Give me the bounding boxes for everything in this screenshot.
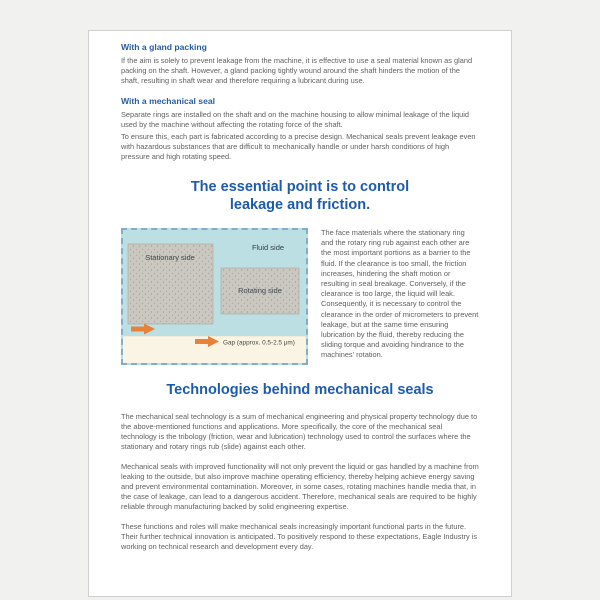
seal-cross-section-diagram: [121, 228, 308, 365]
fluid-side-label: Fluid side: [251, 243, 285, 252]
headline-essential-point-line1: The essential point is to control: [190, 179, 410, 195]
gap-label: Gap (approx. 0.5-2.5 μm): [223, 339, 295, 347]
section-heading-gland-packing: With a gland packing: [121, 42, 207, 52]
seal-diagram-figure: [121, 228, 479, 365]
paragraph-gland-packing: If the aim is solely to prevent leakage from the machine, it is effective to use a seal material known as gland packing on the shaft. However, a gland packing tightly wound around the shaft hinders the motion of the shaft, resulting in shaft wear and therefore requiring a lubricant during use.: [121, 56, 473, 85]
paragraph-mechanical-seal-2: To ensure this, each part is fabricated according to a precise design. Mechanical seals prevent leakage even with hazardous substances that are difficult to mechanically handle or under harsh conditions of high pressure and high rotating speed.: [121, 132, 476, 161]
headline-technologies: Technologies behind mechanical seals: [166, 382, 434, 398]
paragraph-technology-2: Mechanical seals with improved functionality will not only prevent the liquid or gas handled by a machine from leaking to the outside, but also improve machine operating efficiency, thereby helping achieve energy saving and prevent environmental contamination. Moreover, in some cases, rotating machines handle media that, in the case of leakage, can lead to a dangerous accident. Therefore, mechanical seals are required to be highly reliable through manufacturing backed by solid engineering expertise.: [121, 461, 479, 511]
figure-description-text: The face materials where the stationary ring and the rotary ring rub against each other are the most important portions as a barrier to the fluid. If the clearance is too small, the friction increases, hindering the shaft motion or resulting in seal breakage. Conversely, if the clearance is too large, the liquid will leak. Consequently, it is necessary to control the clearance in the order of micrometers to prevent leakage, but at the same time ensuring lubrication by the fluid, thereby reducing the sliding torque and avoiding hindrance to the machines' rotation.: [321, 228, 479, 360]
document-page: [88, 30, 512, 597]
paragraph-technology-3: These functions and roles will make mechanical seals increasingly important functional parts in the future. Their further technical innovation is anticipated. To positively respond to these expectations, Eagle Industry is working on technical research and development every day.: [121, 521, 478, 551]
paragraph-technology-1: The mechanical seal technology is a sum of mechanical engineering and physical property technology due to the above-mentioned functions and applications. More specifically, the core of the mechanical seal technology is the tribology (friction, wear and lubrication) technology used to control the surfaces where the stationary and rotary rings rub (slide) against each other.: [121, 411, 478, 451]
rotating-side-label: Rotating side: [238, 286, 282, 295]
paragraph-mechanical-seal-1: Separate rings are installed on the shaft and on the machine housing to allow minimal leakage of the liquid used by the machine without affecting the rotating force of the shaft.: [121, 110, 469, 129]
headline-essential-point-line2: leakage and friction.: [229, 196, 371, 213]
headline-essential-point: [121, 179, 479, 214]
seal-diagram-svg: [123, 230, 306, 363]
stationary-side-label: Stationary side: [145, 253, 195, 262]
section-heading-mechanical-seal: With a mechanical seal: [121, 96, 216, 106]
